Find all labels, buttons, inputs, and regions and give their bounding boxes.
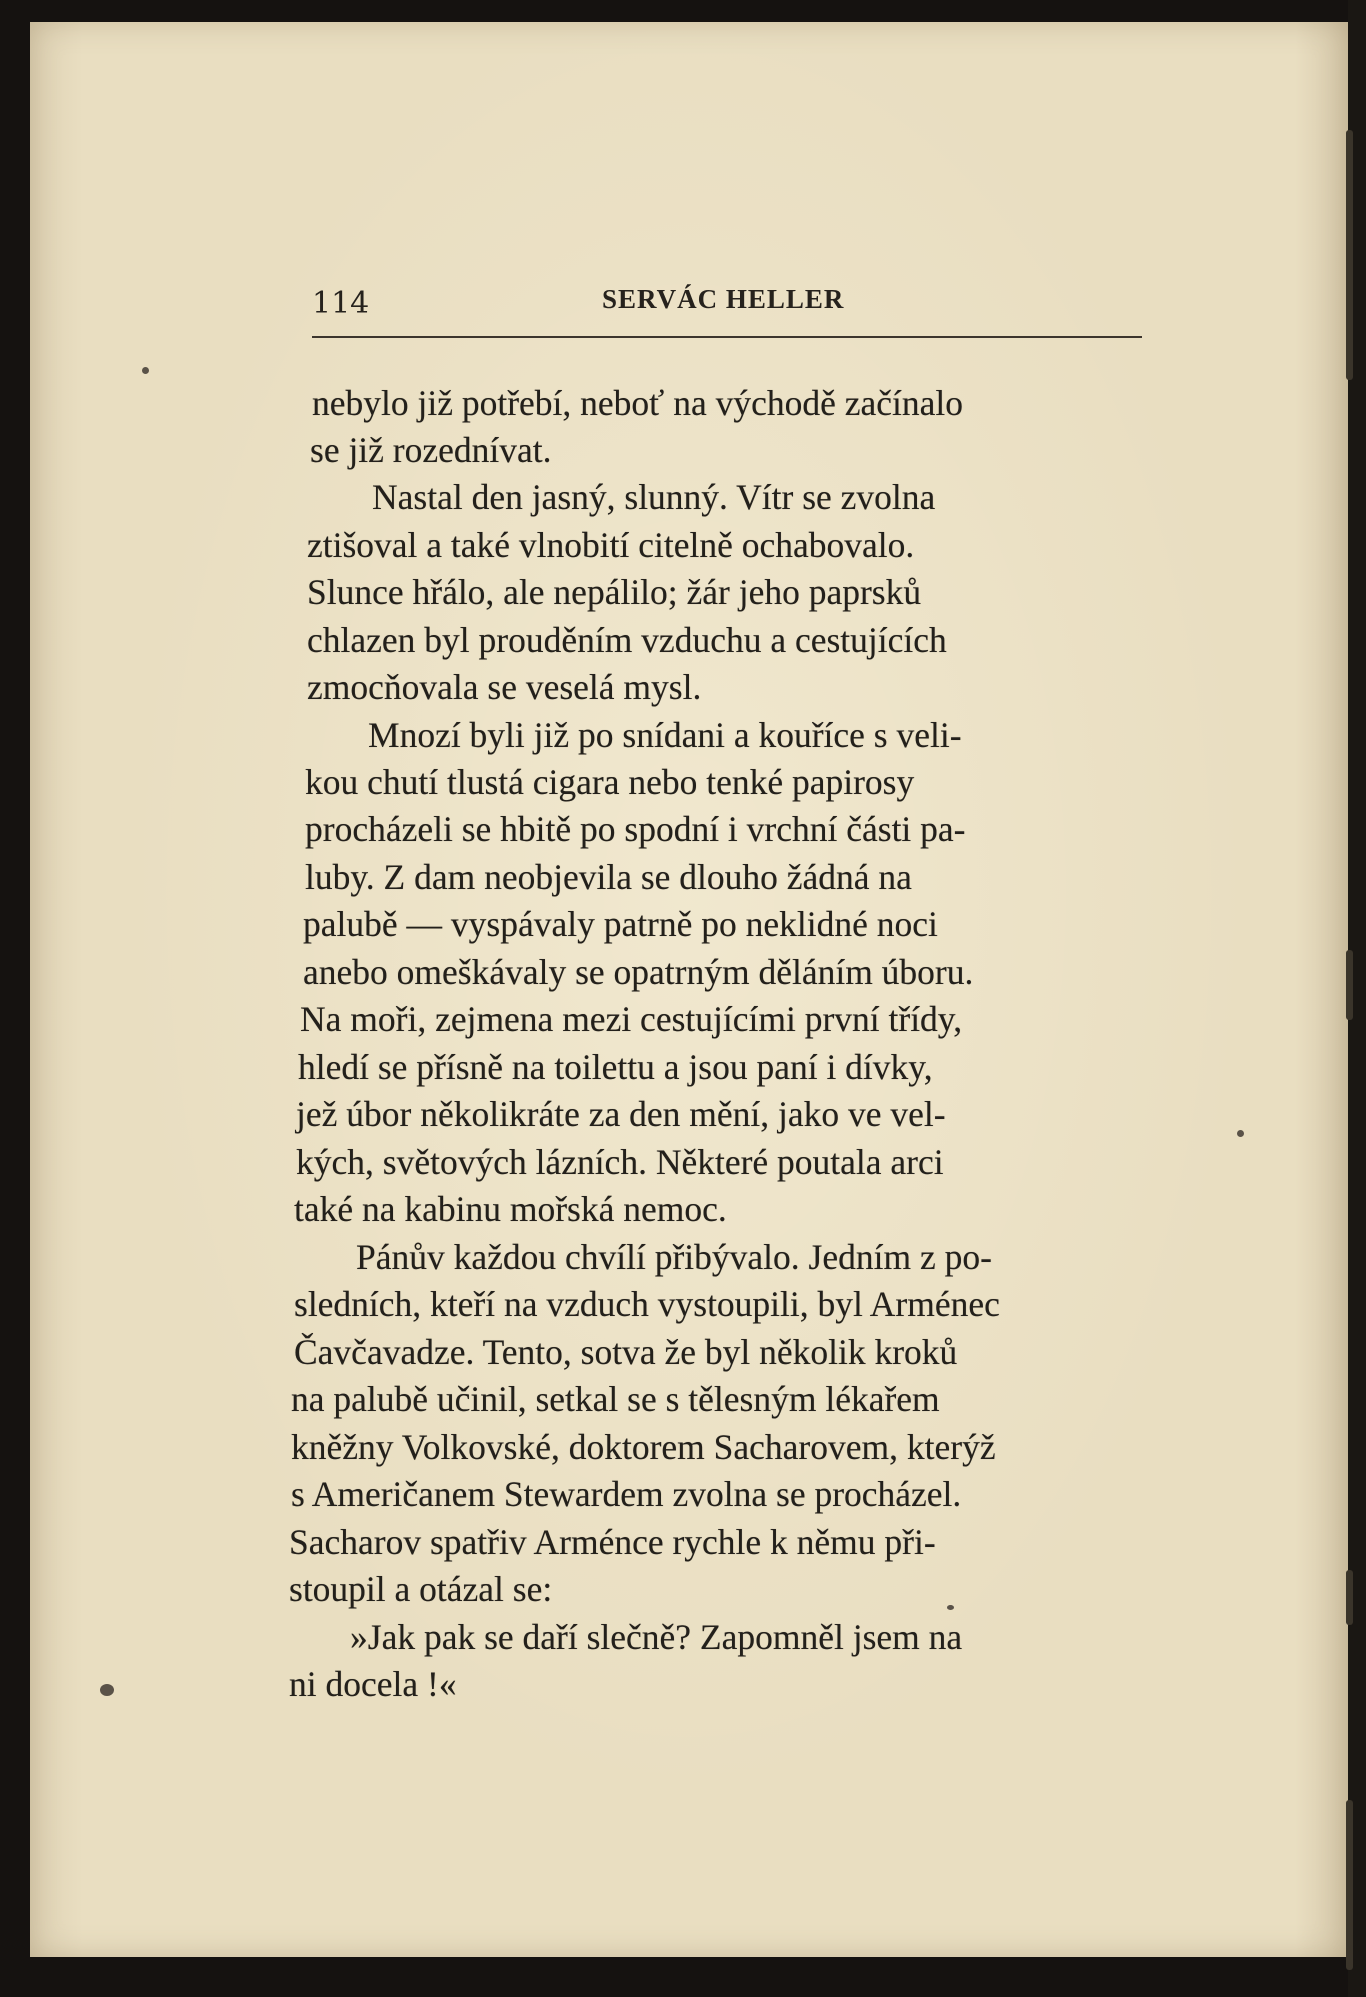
text-line: »Jak pak se daří slečně? Zapomněl jsem na xyxy=(350,1617,963,1657)
text-line: s Američanem Stewardem zvolna se procházel. xyxy=(291,1474,962,1514)
text-line: sledních, kteří na vzduch vystoupili, byl Arménec xyxy=(294,1284,1000,1324)
text-line: palubě — vyspávaly patrně po neklidné noci xyxy=(303,904,938,944)
text-line: hledí se přísně na toilettu a jsou paní i dívky, xyxy=(298,1047,933,1087)
text-line: Čavčavadze. Tento, sotva že byl několik kroků xyxy=(294,1332,958,1372)
text-line: se již rozednívat. xyxy=(310,430,552,470)
text-line: stoupil a otázal se: xyxy=(289,1569,553,1609)
page-number: 114 xyxy=(312,286,370,321)
text-line: Nastal den jasný, slunný. Vítr se zvolna xyxy=(372,477,936,517)
text-line: Slunce hřálo, ale nepálilo; žár jeho paprsků xyxy=(307,572,922,612)
text-line: anebo omeškávaly se opatrným děláním úboru. xyxy=(303,952,974,992)
text-line: jež úbor několikráte za den mění, jako ve vel- xyxy=(296,1094,946,1134)
text-line: zmocňovala se veselá mysl. xyxy=(307,667,702,707)
text-line: chlazen byl prouděním vzduchu a cestujících xyxy=(307,620,947,660)
running-title: SERVÁC HELLER xyxy=(602,284,845,314)
text-line: kých, světových lázních. Některé poutala arci xyxy=(296,1142,944,1182)
text-line: procházeli se hbitě po spodní i vrchní části pa- xyxy=(305,809,966,849)
text-line: kněžny Volkovské, doktorem Sacharovem, kterýž xyxy=(291,1427,996,1467)
text-line: kou chutí tlustá cigara nebo tenké papirosy xyxy=(305,762,915,802)
text-line: ni docela !« xyxy=(289,1664,457,1704)
text-line: ztišoval a také vlnobití citelně ochabovalo. xyxy=(307,525,915,565)
text-line: Sacharov spatřiv Arménce rychle k němu při- xyxy=(289,1522,936,1562)
text-line: nebylo již potřebí, neboť na východě začínalo xyxy=(312,383,963,423)
text-line: luby. Z dam neobjevila se dlouho žádná na xyxy=(305,857,912,897)
text-line: Na moři, zejmena mezi cestujícími první třídy, xyxy=(300,999,963,1039)
text-line: Pánův každou chvílí přibývalo. Jedním z po- xyxy=(356,1237,992,1277)
text-line: na palubě učinil, setkal se s tělesným lékařem xyxy=(291,1379,940,1419)
text-line: Mnozí byli již po snídani a kouříce s veli- xyxy=(368,715,962,755)
text-line: také na kabinu mořská nemoc. xyxy=(294,1189,727,1229)
